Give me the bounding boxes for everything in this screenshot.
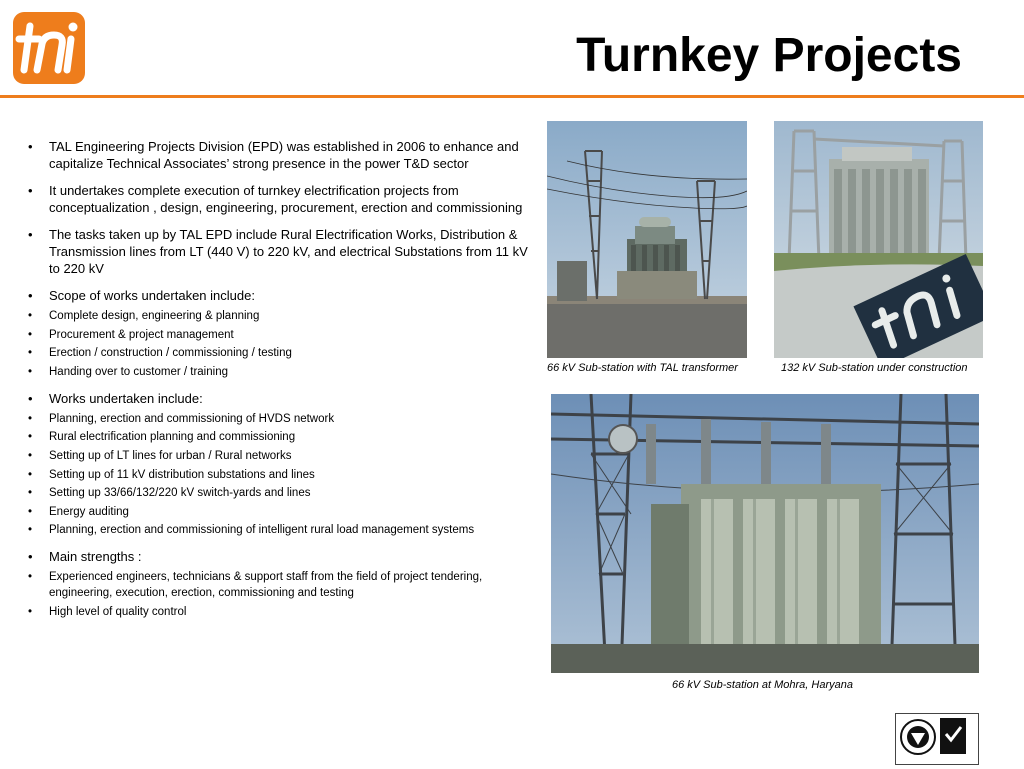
- bullet-list: [28, 138, 528, 623]
- list-item: • TAL Engineering Projects Division (EPD) was established in 2006 to enhance and capitalize Technical Associates’ strong presence in the power T&D sector: [28, 138, 528, 172]
- substation-photo-132kv: [774, 121, 983, 358]
- list-item: • Setting up of LT lines for urban / Rural networks: [28, 448, 528, 464]
- substation-photo-66kv: [547, 121, 747, 358]
- photo-caption: 66 kV Sub-station with TAL transformer: [547, 362, 738, 374]
- list-item: • Procurement & project management: [28, 327, 528, 343]
- list-item: • Complete design, engineering & planning: [28, 308, 528, 324]
- list-item: • High level of quality control: [28, 604, 528, 620]
- list-item: • Setting up of 11 kV distribution substations and lines: [28, 467, 528, 483]
- list-item: • Planning, erection and commissioning of intelligent rural load management systems: [28, 522, 528, 538]
- photo-caption: 66 kV Sub-station at Mohra, Haryana: [672, 679, 853, 691]
- list-item: • Handing over to customer / training: [28, 364, 528, 380]
- company-logo: [13, 12, 85, 84]
- list-item: • Experienced engineers, technicians & support staff from the field of project tendering, engineering, execution, erection, commissioning and testing: [28, 569, 528, 601]
- list-item: • Main strengths :: [28, 548, 528, 565]
- photo-caption: 132 kV Sub-station under construction: [781, 362, 968, 374]
- list-item: • Works undertaken include:: [28, 390, 528, 407]
- certification-badge: [895, 713, 979, 765]
- page-title: Turnkey Projects: [576, 29, 962, 82]
- list-item: • Scope of works undertaken include:: [28, 287, 528, 304]
- list-item: • Energy auditing: [28, 504, 528, 520]
- list-item: • Rural electrification planning and commissioning: [28, 429, 528, 445]
- certification-marks-icon: [896, 714, 978, 764]
- list-item: • Planning, erection and commissioning of HVDS network: [28, 411, 528, 427]
- list-item: • It undertakes complete execution of turnkey electrification projects from conceptualization , design, engineering, procurement, erection and commissioning: [28, 182, 528, 216]
- list-item: • Setting up 33/66/132/220 kV switch-yards and lines: [28, 485, 528, 501]
- list-item: • Erection / construction / commissioning / testing: [28, 345, 528, 361]
- list-item: • The tasks taken up by TAL EPD include Rural Electrification Works, Distribution & Transmission lines from LT (440 V) to 220 kV, and electrical Substations from 11 kV to 220 kV: [28, 226, 528, 277]
- substation-photo-mohra: [551, 394, 979, 673]
- header-divider: [0, 95, 1024, 98]
